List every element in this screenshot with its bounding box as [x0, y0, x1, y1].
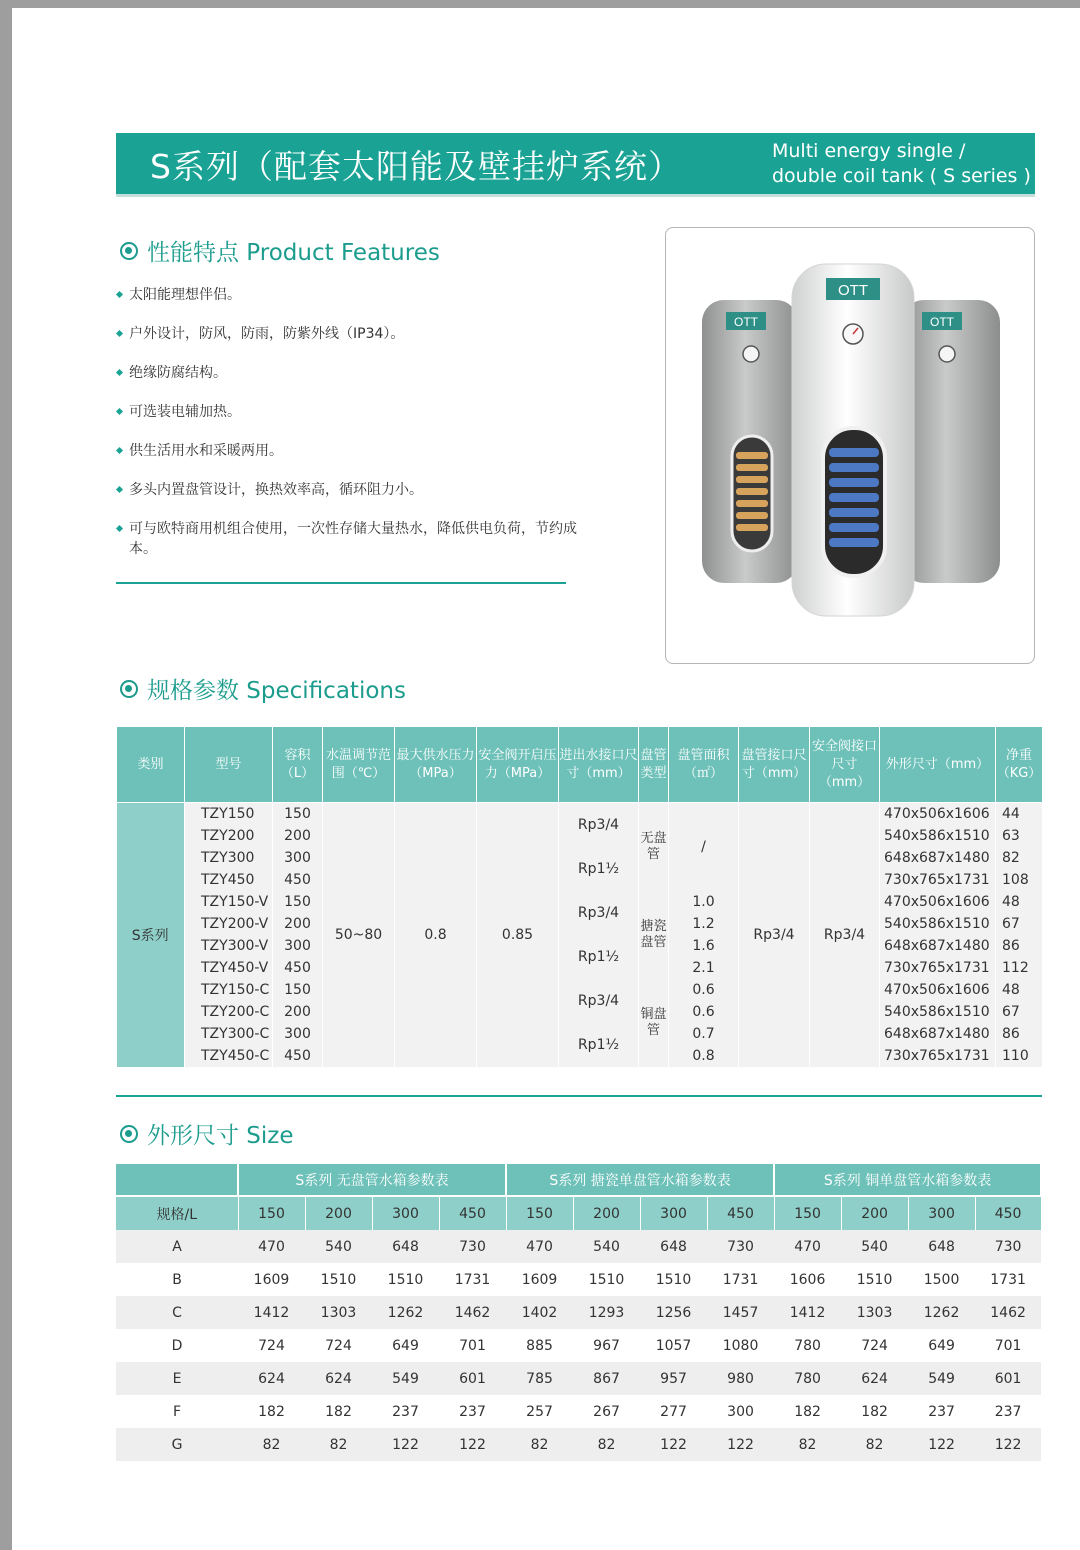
- volume-cell: 200: [273, 913, 323, 935]
- specs-heading: [120, 672, 406, 705]
- port-cell: Rp3/4: [559, 803, 639, 848]
- specifications-table: [116, 726, 1043, 1067]
- capacity-cell: 200: [305, 1196, 372, 1230]
- size-value-cell: 648: [372, 1230, 439, 1263]
- feature-item: 太阳能理想伴侣。: [116, 285, 596, 305]
- dims-cell: 730x765x1731: [880, 1045, 996, 1067]
- model-cell: TZY300-C: [185, 1023, 273, 1045]
- volume-cell: 150: [273, 803, 323, 826]
- feature-item: 可与欧特商用机组合使用，一次性存储大量热水，降低供电负荷，节约成本。: [116, 519, 599, 559]
- size-value-cell: 1462: [439, 1296, 506, 1329]
- feature-item: 多头内置盘管设计，换热效率高，循环阻力小。: [116, 480, 596, 500]
- size-value-cell: 1606: [774, 1263, 841, 1296]
- feature-item: 可选装电辅加热。: [116, 402, 596, 422]
- size-heading: [120, 1117, 294, 1150]
- size-value-cell: 1256: [640, 1296, 707, 1329]
- size-value-cell: 277: [640, 1395, 707, 1428]
- max-pressure-cell: 0.8: [395, 803, 477, 1068]
- size-value-cell: 1609: [506, 1263, 573, 1296]
- model-cell: TZY150-V: [185, 891, 273, 913]
- feature-item: 户外设计，防风，防雨，防紫外线（IP34）。: [116, 324, 596, 344]
- page-subtitle-en: [772, 139, 1031, 189]
- size-value-cell: 237: [372, 1395, 439, 1428]
- col-header: 水温调节范围（℃）: [323, 727, 395, 803]
- size-value-cell: 1510: [640, 1263, 707, 1296]
- size-value-cell: 1510: [305, 1263, 372, 1296]
- size-value-cell: 540: [573, 1230, 640, 1263]
- capacity-cell: 300: [908, 1196, 975, 1230]
- dims-cell: 540x586x1510: [880, 825, 996, 847]
- size-value-cell: 1457: [707, 1296, 774, 1329]
- valve-port-cell: Rp3/4: [810, 803, 880, 1068]
- size-value-cell: 1510: [573, 1263, 640, 1296]
- col-header: 净重（KG）: [996, 727, 1043, 803]
- dims-cell: 730x765x1731: [880, 869, 996, 891]
- size-row-label: A: [116, 1230, 238, 1263]
- col-header: 盘管接口尺寸（mm）: [739, 727, 810, 803]
- col-header: 盘管面积（㎡）: [669, 727, 739, 803]
- size-group-header: S系列 铜单盘管水箱参数表: [774, 1164, 1041, 1196]
- size-value-cell: 1402: [506, 1296, 573, 1329]
- weight-cell: 67: [996, 913, 1043, 935]
- dims-cell: 470x506x1606: [880, 891, 996, 913]
- model-cell: TZY200-V: [185, 913, 273, 935]
- capacity-cell: 200: [573, 1196, 640, 1230]
- size-value-cell: 624: [238, 1362, 305, 1395]
- weight-cell: 86: [996, 1023, 1043, 1045]
- dims-cell: 730x765x1731: [880, 957, 996, 979]
- dims-cell: 540x586x1510: [880, 1001, 996, 1023]
- brand-logo-right: OTT: [930, 315, 954, 329]
- size-value-cell: 601: [439, 1362, 506, 1395]
- product-photo: [665, 227, 1035, 664]
- size-row-header: 规格/L: [116, 1196, 238, 1230]
- size-value-cell: 1262: [908, 1296, 975, 1329]
- capacity-cell: 450: [975, 1196, 1041, 1230]
- col-header: 安全阀开启压力（MPa）: [477, 727, 559, 803]
- col-header: 外形尺寸（mm）: [880, 727, 996, 803]
- target-icon: [120, 680, 138, 698]
- size-row-label: B: [116, 1263, 238, 1296]
- size-capacity-row: [116, 1196, 1041, 1230]
- coil-area-cell: /: [669, 803, 739, 892]
- col-header: 容积（L）: [273, 727, 323, 803]
- model-cell: TZY450-C: [185, 1045, 273, 1067]
- size-heading-text: 外形尺寸 Size: [147, 1123, 294, 1149]
- size-value-cell: 701: [975, 1329, 1041, 1362]
- volume-cell: 300: [273, 935, 323, 957]
- table-row: [117, 1023, 1043, 1045]
- capacity-cell: 150: [774, 1196, 841, 1230]
- size-value-cell: 1412: [238, 1296, 305, 1329]
- weight-cell: 110: [996, 1045, 1043, 1067]
- size-value-cell: 82: [841, 1428, 908, 1461]
- brand-logo-center: OTT: [838, 282, 868, 299]
- col-header: 安全阀接口尺寸（mm）: [810, 727, 880, 803]
- size-value-cell: 122: [908, 1428, 975, 1461]
- size-value-cell: 1500: [908, 1263, 975, 1296]
- valve-pressure-cell: 0.85: [477, 803, 559, 1068]
- size-value-cell: 724: [238, 1329, 305, 1362]
- subtitle-line-2: double coil tank ( S series ): [772, 165, 1031, 187]
- capacity-cell: 200: [841, 1196, 908, 1230]
- size-table: [116, 1164, 1042, 1461]
- size-value-cell: 549: [372, 1362, 439, 1395]
- model-cell: TZY450: [185, 869, 273, 891]
- size-value-cell: 648: [640, 1230, 707, 1263]
- size-value-cell: 785: [506, 1362, 573, 1395]
- specs-heading-text: 规格参数 Specifications: [147, 678, 406, 704]
- table-row: [116, 1263, 1041, 1296]
- size-value-cell: 730: [439, 1230, 506, 1263]
- size-value-cell: 1080: [707, 1329, 774, 1362]
- port-cell: Rp1½: [559, 1023, 639, 1067]
- dims-cell: 470x506x1606: [880, 803, 996, 826]
- volume-cell: 150: [273, 891, 323, 913]
- size-value-cell: 724: [841, 1329, 908, 1362]
- table-row: [116, 1428, 1041, 1461]
- size-value-cell: 82: [238, 1428, 305, 1461]
- size-value-cell: 1510: [841, 1263, 908, 1296]
- table-row: [116, 1395, 1041, 1428]
- table-header-row: [117, 727, 1043, 803]
- coil-type-cell: 搪瓷盘管: [639, 891, 669, 979]
- size-value-cell: 182: [841, 1395, 908, 1428]
- size-group-header: S系列 无盘管水箱参数表: [238, 1164, 506, 1196]
- size-value-cell: 980: [707, 1362, 774, 1395]
- capacity-cell: 450: [707, 1196, 774, 1230]
- col-header: 进出水接口尺寸（mm）: [559, 727, 639, 803]
- col-header: 类别: [117, 727, 185, 803]
- coil-area-cell: 0.6: [669, 979, 739, 1001]
- size-value-cell: 1731: [439, 1263, 506, 1296]
- volume-cell: 450: [273, 957, 323, 979]
- temp-range-cell: 50~80: [323, 803, 395, 1068]
- water-tanks-illustration: [666, 228, 1034, 663]
- model-cell: TZY150-C: [185, 979, 273, 1001]
- size-value-cell: 182: [774, 1395, 841, 1428]
- features-list: [116, 285, 596, 578]
- size-value-cell: 1057: [640, 1329, 707, 1362]
- port-cell: Rp3/4: [559, 979, 639, 1023]
- size-row-label: D: [116, 1329, 238, 1362]
- model-cell: TZY150: [185, 803, 273, 826]
- target-icon: [120, 242, 138, 260]
- size-value-cell: 1462: [975, 1296, 1041, 1329]
- weight-cell: 82: [996, 847, 1043, 869]
- divider: [116, 1095, 1042, 1097]
- coil-area-cell: 0.7: [669, 1023, 739, 1045]
- weight-cell: 108: [996, 869, 1043, 891]
- weight-cell: 44: [996, 803, 1043, 826]
- size-value-cell: 122: [439, 1428, 506, 1461]
- coil-port-cell: Rp3/4: [739, 803, 810, 1068]
- size-value-cell: 649: [908, 1329, 975, 1362]
- coil-area-cell: 0.8: [669, 1045, 739, 1067]
- size-value-cell: 122: [372, 1428, 439, 1461]
- table-row: [116, 1329, 1041, 1362]
- target-icon: [120, 1125, 138, 1143]
- window-frame-top: [0, 0, 1080, 8]
- feature-item: 供生活用水和采暖两用。: [116, 441, 596, 461]
- size-value-cell: 122: [975, 1428, 1041, 1461]
- port-cell: Rp1½: [559, 847, 639, 891]
- coil-area-cell: 1.6: [669, 935, 739, 957]
- table-row: [117, 803, 1043, 826]
- size-value-cell: 122: [640, 1428, 707, 1461]
- table-row: [117, 935, 1043, 957]
- size-value-cell: 867: [573, 1362, 640, 1395]
- divider: [116, 582, 566, 584]
- weight-cell: 112: [996, 957, 1043, 979]
- size-value-cell: 82: [506, 1428, 573, 1461]
- weight-cell: 48: [996, 891, 1043, 913]
- dims-cell: 540x586x1510: [880, 913, 996, 935]
- coil-type-cell: 铜盘管: [639, 979, 669, 1067]
- capacity-cell: 300: [640, 1196, 707, 1230]
- size-value-cell: 1412: [774, 1296, 841, 1329]
- weight-cell: 86: [996, 935, 1043, 957]
- model-cell: TZY300: [185, 847, 273, 869]
- size-value-cell: 300: [707, 1395, 774, 1428]
- features-heading-text: 性能特点 Product Features: [147, 240, 440, 266]
- weight-cell: 63: [996, 825, 1043, 847]
- size-value-cell: 1303: [841, 1296, 908, 1329]
- size-row-label: G: [116, 1428, 238, 1461]
- size-value-cell: 470: [238, 1230, 305, 1263]
- port-cell: Rp3/4: [559, 891, 639, 935]
- size-value-cell: 1731: [975, 1263, 1041, 1296]
- size-row-label: C: [116, 1296, 238, 1329]
- window-frame-left: [0, 0, 12, 1550]
- table-row: [117, 979, 1043, 1001]
- features-heading: [120, 234, 440, 267]
- model-cell: TZY300-V: [185, 935, 273, 957]
- coil-area-cell: 0.6: [669, 1001, 739, 1023]
- table-row: [117, 847, 1043, 869]
- dims-cell: 648x687x1480: [880, 935, 996, 957]
- size-value-cell: 1303: [305, 1296, 372, 1329]
- size-value-cell: 624: [841, 1362, 908, 1395]
- size-group-header-row: [116, 1164, 1041, 1196]
- category-cell: S系列: [117, 803, 185, 1068]
- size-value-cell: 1293: [573, 1296, 640, 1329]
- size-value-cell: 470: [506, 1230, 573, 1263]
- coil-area-cell: 1.2: [669, 913, 739, 935]
- size-value-cell: 470: [774, 1230, 841, 1263]
- dims-cell: 648x687x1480: [880, 1023, 996, 1045]
- size-value-cell: 237: [439, 1395, 506, 1428]
- size-value-cell: 1510: [372, 1263, 439, 1296]
- subtitle-line-1: Multi energy single /: [772, 140, 966, 162]
- size-value-cell: 780: [774, 1329, 841, 1362]
- volume-cell: 300: [273, 1023, 323, 1045]
- volume-cell: 450: [273, 869, 323, 891]
- capacity-cell: 300: [372, 1196, 439, 1230]
- model-cell: TZY200: [185, 825, 273, 847]
- table-row: [117, 891, 1043, 913]
- size-value-cell: 1262: [372, 1296, 439, 1329]
- capacity-cell: 150: [238, 1196, 305, 1230]
- size-value-cell: 957: [640, 1362, 707, 1395]
- col-header: 型号: [185, 727, 273, 803]
- size-value-cell: 549: [908, 1362, 975, 1395]
- col-header: 盘管类型: [639, 727, 669, 803]
- size-value-cell: 1731: [707, 1263, 774, 1296]
- size-group-header: S系列 搪瓷单盘管水箱参数表: [506, 1164, 774, 1196]
- page-title: S系列（配套太阳能及壁挂炉系统）: [150, 147, 682, 186]
- table-row: [116, 1230, 1041, 1263]
- capacity-cell: 450: [439, 1196, 506, 1230]
- size-value-cell: 730: [707, 1230, 774, 1263]
- coil-area-cell: 2.1: [669, 957, 739, 979]
- size-value-cell: 601: [975, 1362, 1041, 1395]
- model-cell: TZY200-C: [185, 1001, 273, 1023]
- size-value-cell: 267: [573, 1395, 640, 1428]
- col-header: 最大供水压力（MPa）: [395, 727, 477, 803]
- brand-logo-left: OTT: [734, 315, 758, 329]
- size-value-cell: 724: [305, 1329, 372, 1362]
- capacity-cell: 150: [506, 1196, 573, 1230]
- size-value-cell: 82: [305, 1428, 372, 1461]
- size-value-cell: 182: [238, 1395, 305, 1428]
- size-value-cell: 540: [305, 1230, 372, 1263]
- feature-item: 绝缘防腐结构。: [116, 363, 596, 383]
- size-value-cell: 624: [305, 1362, 372, 1395]
- volume-cell: 200: [273, 825, 323, 847]
- size-row-label: E: [116, 1362, 238, 1395]
- size-value-cell: 122: [707, 1428, 774, 1461]
- table-row: [116, 1296, 1041, 1329]
- size-value-cell: 257: [506, 1395, 573, 1428]
- table-row: [116, 1362, 1041, 1395]
- size-value-cell: 540: [841, 1230, 908, 1263]
- size-value-cell: 967: [573, 1329, 640, 1362]
- size-value-cell: 780: [774, 1362, 841, 1395]
- port-cell: Rp1½: [559, 935, 639, 979]
- model-cell: TZY450-V: [185, 957, 273, 979]
- size-value-cell: 237: [908, 1395, 975, 1428]
- volume-cell: 300: [273, 847, 323, 869]
- size-corner-cell: [116, 1164, 238, 1196]
- volume-cell: 150: [273, 979, 323, 1001]
- size-row-label: F: [116, 1395, 238, 1428]
- size-value-cell: 82: [573, 1428, 640, 1461]
- size-value-cell: 885: [506, 1329, 573, 1362]
- dims-cell: 470x506x1606: [880, 979, 996, 1001]
- dims-cell: 648x687x1480: [880, 847, 996, 869]
- size-value-cell: 237: [975, 1395, 1041, 1428]
- weight-cell: 67: [996, 1001, 1043, 1023]
- coil-area-cell: 1.0: [669, 891, 739, 913]
- coil-type-cell: 无盘管: [639, 803, 669, 892]
- weight-cell: 48: [996, 979, 1043, 1001]
- title-banner: [116, 133, 1035, 197]
- size-value-cell: 730: [975, 1230, 1041, 1263]
- size-value-cell: 648: [908, 1230, 975, 1263]
- size-value-cell: 182: [305, 1395, 372, 1428]
- volume-cell: 200: [273, 1001, 323, 1023]
- size-value-cell: 701: [439, 1329, 506, 1362]
- size-value-cell: 649: [372, 1329, 439, 1362]
- volume-cell: 450: [273, 1045, 323, 1067]
- size-value-cell: 82: [774, 1428, 841, 1461]
- size-value-cell: 1609: [238, 1263, 305, 1296]
